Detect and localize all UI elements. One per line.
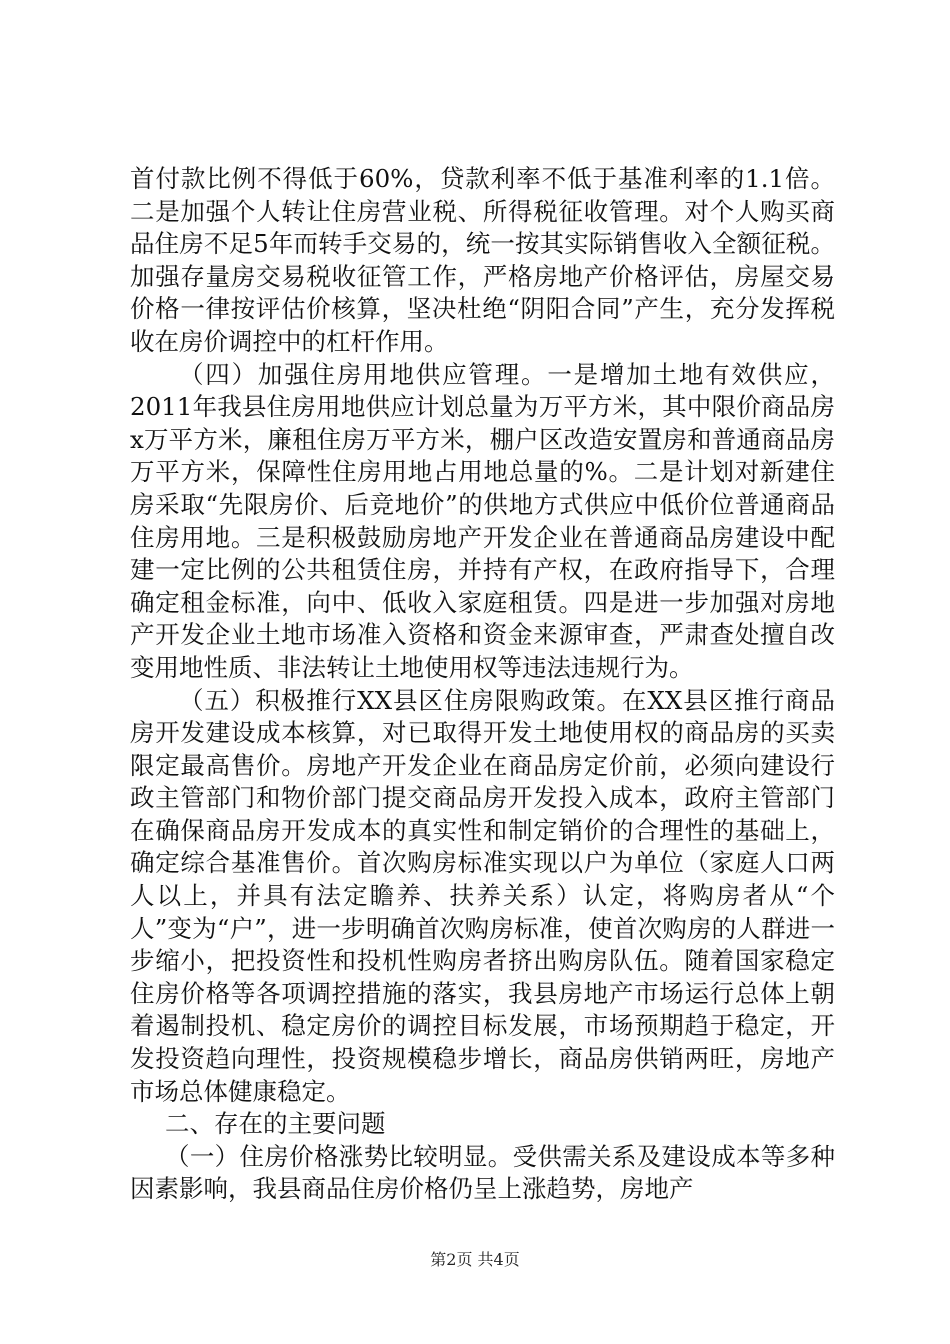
paragraph-purchase-limit: （五）积极推行XX县区住房限购政策。在XX县区推行商品房开发建设成本核算，对已取得开发土地使用权的商品房的买卖限定最高售价。房地产开发企业在商品房定价前，必须向建设行政主管部门和物价部门提交商品房开发投入成本，政府主管部门在确保商品房开发成本的真实性和制定销价的合理性的基础上，确定综合基准售价。首次购房标准实现以户为单位（家庭人口两人以上，并具有法定瞻养、扶养关系）认定，将购房者从“个人”变为“户”，进一步明确首次购房标准，使首次购房的人群进一步缩小，把投资性和投机性购房者挤出购房队伍。随着国家稳定住房价格等各项调控措施的落实，我县房地产市场运行总体上朝着遏制投机、稳定房价的调控目标发展，市场预期趋于稳定，开发投资趋向理性，投资规模稳步增长，商品房供销两旺，房地产市场总体健康稳定。 [130, 685, 835, 1106]
section-heading-main-problems: 二、存在的主要问题 [165, 1109, 386, 1139]
document-body [130, 163, 835, 1206]
paragraph-price-rise: （一）住房价格涨势比较明显。受供需关系及建设成本等多种因素影响，我县商品住房价格仍呈上涨趋势，房地产 [130, 1141, 835, 1204]
paragraph-tax-measures: 首付款比例不得低于60%，贷款利率不低于基准利率的1.1倍。二是加强个人转让住房营业税、所得税征收管理。对个人购买商品住房不足5年而转手交易的，统一按其实际销售收入全额征税。加强存量房交易税收征管工作，严格房地产价格评估，房屋交易价格一律按评估价核算，坚决杜绝“阴阳合同”产生，充分发挥税收在房价调控中的杠杆作用。 [130, 164, 835, 356]
paragraph-land-supply: （四）加强住房用地供应管理。一是增加土地有效供应，2011年我县住房用地供应计划总量为万平方米，其中限价商品房x万平方米，廉租住房万平方米，棚户区改造安置房和普通商品房万平方米，保障性住房用地占用地总量的%。二是计划对新建住房采取“先限房价、后竞地价”的供地方式供应中低价位普通商品住房用地。三是积极鼓励房地产开发企业在普通商品房建设中配建一定比例的公共租赁住房，并持有产权，在政府指导下，合理确定租金标准，向中、低收入家庭租赁。四是进一步加强对房地产开发企业土地市场准入资格和资金来源审查，严肃查处擅自改变用地性质、非法转让土地使用权等违法违规行为。 [130, 359, 835, 682]
page-number-footer: 第2页 共4页 [430, 1250, 520, 1269]
